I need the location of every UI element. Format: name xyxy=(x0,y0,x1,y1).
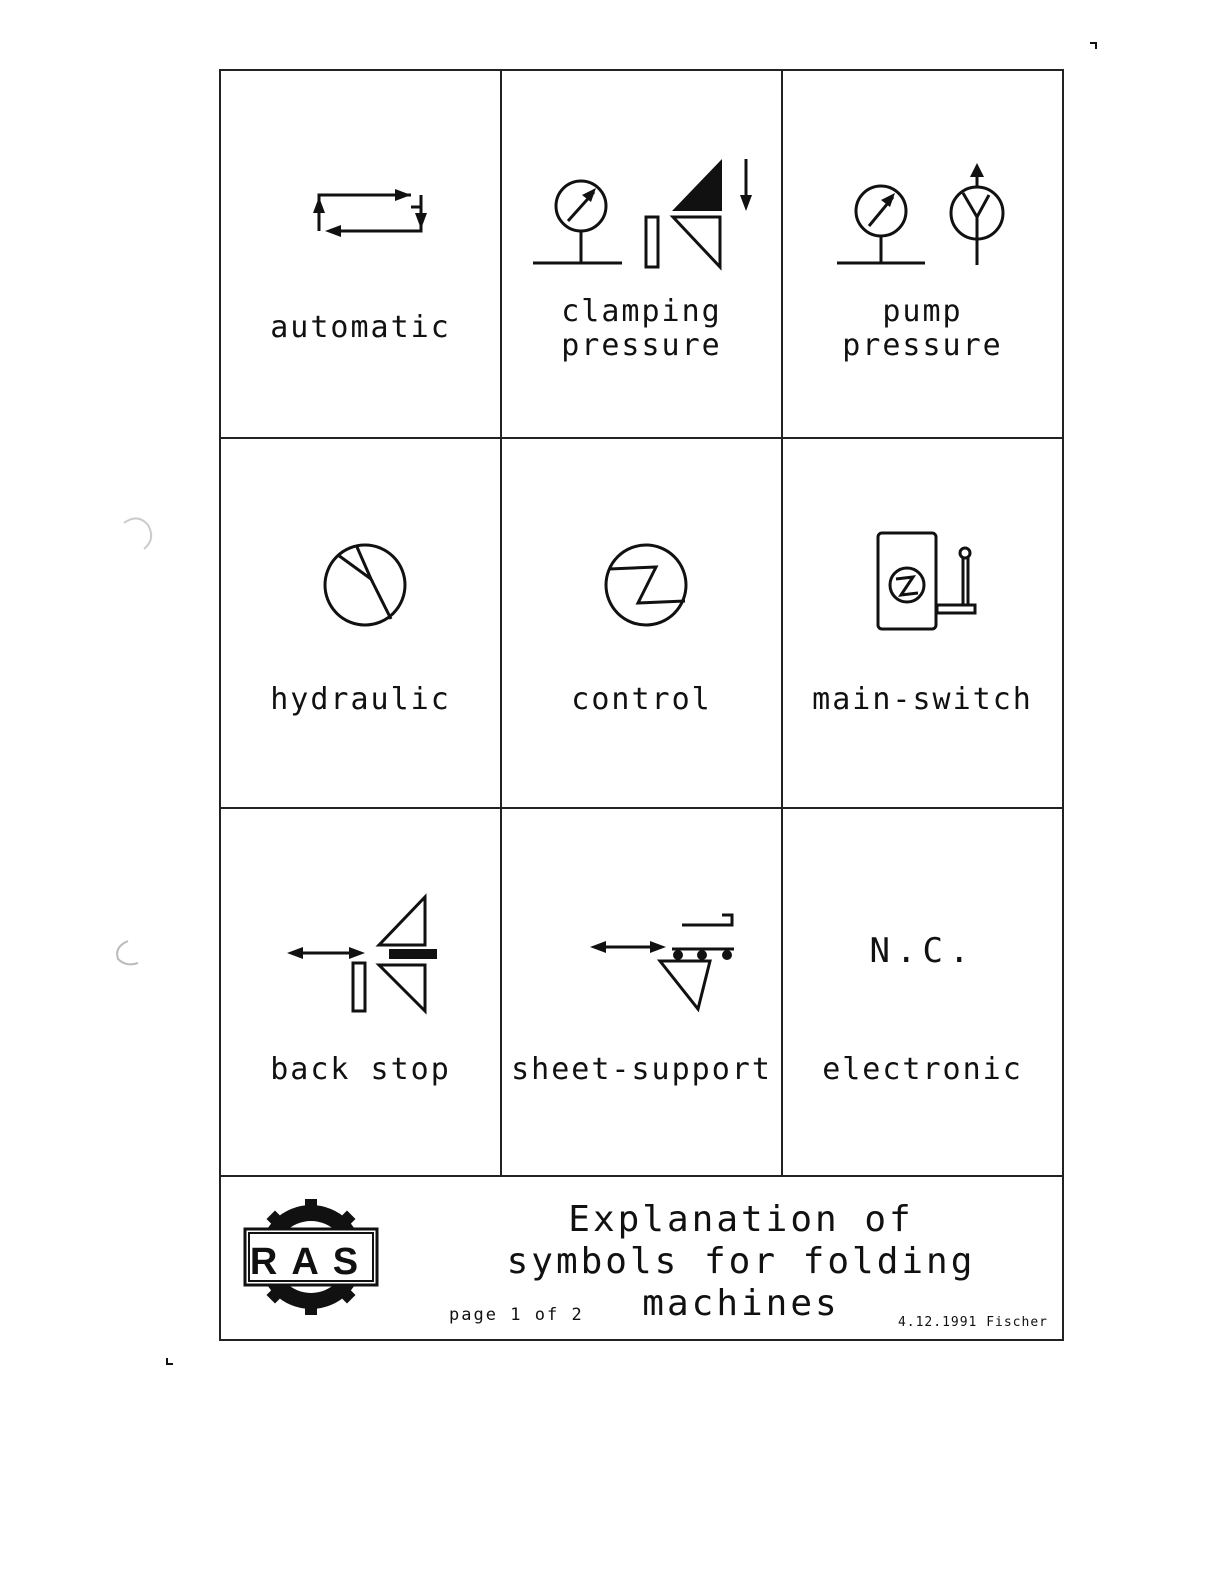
symbol-cell-hydraulic xyxy=(221,439,502,809)
symbol-cell-clamping-pressure xyxy=(502,71,783,439)
page-label: page xyxy=(449,1305,498,1325)
symbol-label: electronic xyxy=(822,1052,1023,1087)
clamping-pressure-icon xyxy=(502,71,783,439)
symbol-cell-control xyxy=(502,439,783,809)
hydraulic-icon xyxy=(221,439,502,809)
symbol-cell-electronic xyxy=(783,809,1062,1177)
symbol-cell-sheet-support xyxy=(502,809,783,1177)
sheet-support-icon xyxy=(502,809,783,1177)
symbol-cell-main-switch xyxy=(783,439,1062,809)
svg-text:RAS: RAS xyxy=(249,1241,373,1283)
symbol-label: main-switch xyxy=(812,682,1033,717)
symbol-label: pump pressure xyxy=(842,294,1003,363)
page-total: 2 xyxy=(571,1305,584,1325)
page-current: 1 xyxy=(510,1305,523,1325)
symbol-label: hydraulic xyxy=(270,682,451,717)
symbol-cell-automatic xyxy=(221,71,502,439)
symbol-label: clamping pressure xyxy=(561,294,722,363)
automatic-icon xyxy=(221,71,502,439)
symbol-label: automatic xyxy=(270,310,451,345)
page-of-label: of xyxy=(534,1305,560,1325)
punch-hole-mark xyxy=(108,505,168,565)
back-stop-icon xyxy=(221,809,502,1177)
control-icon xyxy=(502,439,783,809)
punch-hole-mark xyxy=(108,935,158,975)
symbol-cell-pump-pressure xyxy=(783,71,1062,439)
symbol-label: control xyxy=(571,682,712,717)
symbol-label: sheet-support xyxy=(511,1052,772,1087)
ras-logo xyxy=(241,1199,381,1319)
nc-symbol-text: N.C. xyxy=(869,931,976,971)
title-block xyxy=(221,1177,1062,1341)
symbol-grid xyxy=(221,71,1062,1177)
symbol-label: back stop xyxy=(270,1052,451,1087)
symbol-cell-back-stop xyxy=(221,809,502,1177)
pump-pressure-icon xyxy=(783,71,1062,439)
document-title: Explanation of symbols for folding machines xyxy=(506,1199,976,1324)
date-author: 4.12.1991 Fischer xyxy=(897,1315,1048,1330)
page-indicator xyxy=(449,1305,584,1325)
main-switch-icon xyxy=(783,439,1062,809)
corner-mark xyxy=(1088,40,1100,52)
symbol-sheet xyxy=(219,69,1064,1341)
corner-mark xyxy=(164,1356,176,1368)
